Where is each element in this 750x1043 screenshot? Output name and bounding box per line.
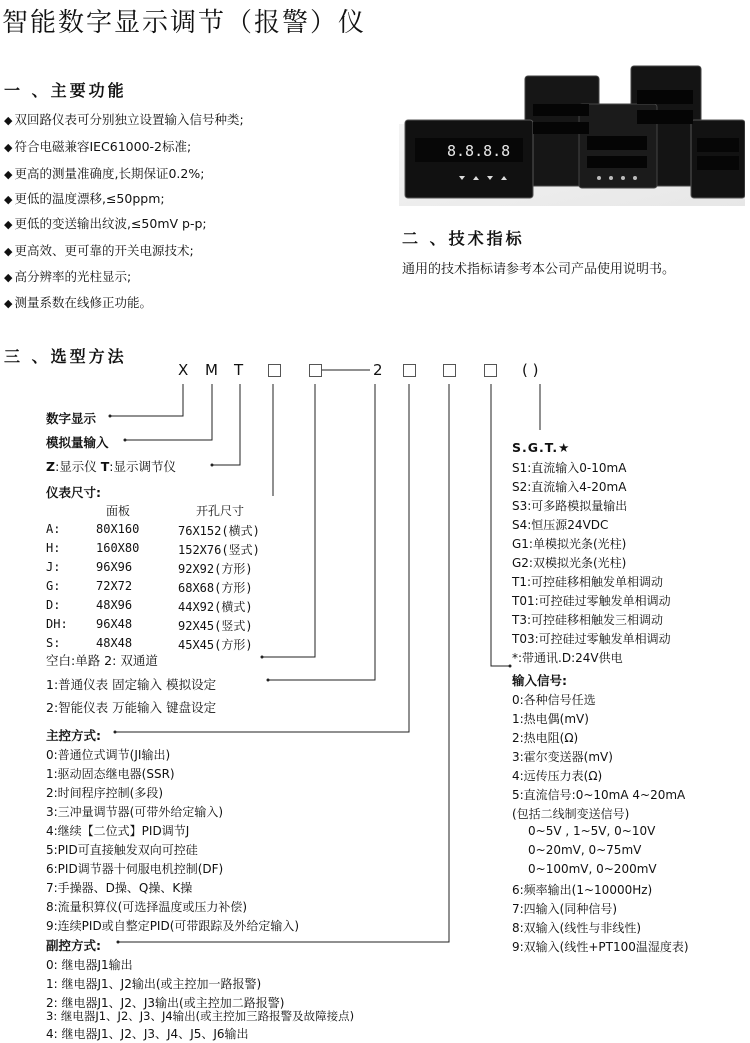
size-panel: 160X80 xyxy=(96,541,140,555)
feature-item: ◆ 更低的温度漂移,≤50ppm; xyxy=(4,191,165,206)
main-control-title: 主控方式: xyxy=(46,728,101,743)
list-item: (包括二线制变送信号) xyxy=(512,807,630,821)
size-code: S: xyxy=(46,636,61,650)
feature-item: ◆ 符合电磁兼容IEC61000-2标准; xyxy=(4,139,192,154)
code-two: 2 xyxy=(373,361,383,379)
code-paren: ( ) xyxy=(522,361,539,379)
list-item: 5:直流信号:0~10mA 4~20mA xyxy=(512,788,686,802)
list-item: 2:时间程序控制(多段) xyxy=(46,786,164,800)
list-item: 7:四输入(同种信号) xyxy=(512,902,618,916)
list-item: 1:热电偶(mV) xyxy=(512,712,589,726)
feature-item: ◆ 更高效、更可靠的开关电源技术; xyxy=(4,243,194,258)
label-digital-display: 数字显示 xyxy=(46,411,97,426)
size-panel: 72X72 xyxy=(96,579,133,593)
diamond-icon: ◆ xyxy=(4,141,13,154)
list-item: T1:可控硅移相触发单相调动 xyxy=(512,575,664,589)
size-cut: 44X92(横式) xyxy=(178,600,253,614)
size-cut: 152X76(竖式) xyxy=(178,543,260,557)
size-code: J: xyxy=(46,560,61,574)
size-code: G: xyxy=(46,579,61,593)
size-panel: 48X48 xyxy=(96,636,133,650)
feature-item: ◆ 高分辨率的光柱显示; xyxy=(4,269,132,284)
channel-option: 空白:单路 2: 双通道 xyxy=(46,653,158,668)
list-item: T01:可控硅过零触发单相调动 xyxy=(512,594,671,608)
size-cut: 45X45(方形) xyxy=(178,638,253,652)
size-cut: 76X152(横式) xyxy=(178,524,260,538)
code-t: T xyxy=(234,361,244,379)
tech-spec-note: 通用的技术指标请参考本公司产品使用说明书。 xyxy=(402,262,676,277)
meter-type-2: 2:智能仪表 万能输入 键盘设定 xyxy=(46,700,217,715)
label-analog-input: 模拟量输入 xyxy=(46,435,109,450)
label-zt: Z:显示仪 T:显示调节仪 xyxy=(46,459,177,474)
size-cut: 92X45(竖式) xyxy=(178,619,253,633)
list-item: 0:普通位式调节(JI输出) xyxy=(46,748,171,762)
size-title: 仪表尺寸: xyxy=(46,485,101,500)
list-item: 0~100mV, 0~200mV xyxy=(528,862,657,876)
list-item: 2:热电阻(Ω) xyxy=(512,731,579,745)
list-item: 7:手操器、D操、Q操、K操 xyxy=(46,881,193,895)
list-item: S1:直流输入0-10mA xyxy=(512,461,627,475)
list-item: 4: 继电器J1、J2、J3、J4、J5、J6输出 xyxy=(46,1027,249,1041)
meter-type-1: 1:普通仪表 固定输入 模拟设定 xyxy=(46,677,217,692)
sub-control-title: 副控方式: xyxy=(46,938,101,953)
size-panel: 48X96 xyxy=(96,598,133,612)
list-item: 6:PID调节器十伺服电机控制(DF) xyxy=(46,862,224,876)
list-item: 4:远传压力表(Ω) xyxy=(512,769,603,783)
page-title: 智能数字显示调节（报警）仪 xyxy=(2,8,367,38)
size-panel: 96X48 xyxy=(96,617,133,631)
section1-heading: 一 、主要功能 xyxy=(4,81,127,100)
section3-heading: 三 、选型方法 xyxy=(4,347,127,366)
size-cut: 92X92(方形) xyxy=(178,562,253,576)
diamond-icon: ◆ xyxy=(4,168,13,181)
list-item: S2:直流输入4-20mA xyxy=(512,480,627,494)
diamond-icon: ◆ xyxy=(4,193,13,206)
list-item: 9:连续PID或自整定PID(可带跟踪及外给定输入) xyxy=(46,919,300,933)
code-x: X xyxy=(178,361,189,379)
list-item: 8:双输入(线性与非线性) xyxy=(512,921,642,935)
list-item: 5:PID可直接触发双向可控硅 xyxy=(46,843,198,857)
list-item: T03:可控硅过零触发单相调动 xyxy=(512,632,671,646)
meter-display: 8.8.8.8 xyxy=(447,142,511,160)
list-item: 2: 继电器J1、J2、J3输出(或主控加二路报警) xyxy=(46,996,285,1010)
list-item: 6:频率输出(1~10000Hz) xyxy=(512,883,653,897)
size-panel: 80X160 xyxy=(96,522,140,536)
list-item: G2:双模拟光条(光柱) xyxy=(512,556,627,570)
feature-item: ◆ 双回路仪表可分别独立设置输入信号种类; xyxy=(4,112,244,127)
code-m: M xyxy=(205,361,218,379)
list-item: 4:继续【二位式】PID调节J xyxy=(46,824,190,838)
list-item: 0~20mV, 0~75mV xyxy=(528,843,642,857)
size-header-cutout: 开孔尺寸 xyxy=(196,504,245,518)
diamond-icon: ◆ xyxy=(4,114,13,127)
section2-heading: 二 、技术指标 xyxy=(402,229,525,248)
size-panel: 96X96 xyxy=(96,560,133,574)
list-item: 0~5V , 1~5V, 0~10V xyxy=(528,824,656,838)
diamond-icon: ◆ xyxy=(4,297,13,310)
list-item: 3:霍尔变送器(mV) xyxy=(512,750,613,764)
size-header-panel: 面板 xyxy=(106,504,131,518)
feature-item: ◆ 测量系数在线修正功能。 xyxy=(4,295,152,310)
diamond-icon: ◆ xyxy=(4,218,13,231)
size-code: D: xyxy=(46,598,61,612)
diamond-icon: ◆ xyxy=(4,271,13,284)
size-code: H: xyxy=(46,541,61,555)
list-item: 0:各种信号任选 xyxy=(512,693,596,707)
size-code: A: xyxy=(46,522,61,536)
list-item: 1: 继电器J1、J2输出(或主控加一路报警) xyxy=(46,977,262,991)
diamond-icon: ◆ xyxy=(4,245,13,258)
list-item: *:带通讯.D:24V供电 xyxy=(512,651,623,665)
input-title: 输入信号: xyxy=(512,673,567,688)
list-item: 3: 继电器J1、J2、J3、J4输出(或主控加三路报警及故障接点) xyxy=(46,1009,355,1023)
sgt-title: S.G.T.★ xyxy=(512,440,571,455)
list-item: 0: 继电器J1输出 xyxy=(46,958,133,972)
list-item: S4:恒压源24VDC xyxy=(512,518,609,532)
feature-item: ◆ 更高的测量准确度,长期保证0.2%; xyxy=(4,166,205,181)
list-item: 1:驱动固态继电器(SSR) xyxy=(46,767,175,781)
list-item: 9:双输入(线性+PT100温湿度表) xyxy=(512,940,689,954)
feature-item: ◆ 更低的变送输出纹波,≤50mV p-p; xyxy=(4,216,207,231)
size-code: DH: xyxy=(46,617,68,631)
size-cut: 68X68(方形) xyxy=(178,581,253,595)
list-item: 8:流量积算仪(可选择温度或压力补偿) xyxy=(46,900,248,914)
list-item: S3:可多路模拟量输出 xyxy=(512,499,628,513)
list-item: G1:单模拟光条(光柱) xyxy=(512,537,627,551)
list-item: T3:可控硅移相触发三相调动 xyxy=(512,613,664,627)
list-item: 3:三冲量调节器(可带外给定输入) xyxy=(46,805,224,819)
